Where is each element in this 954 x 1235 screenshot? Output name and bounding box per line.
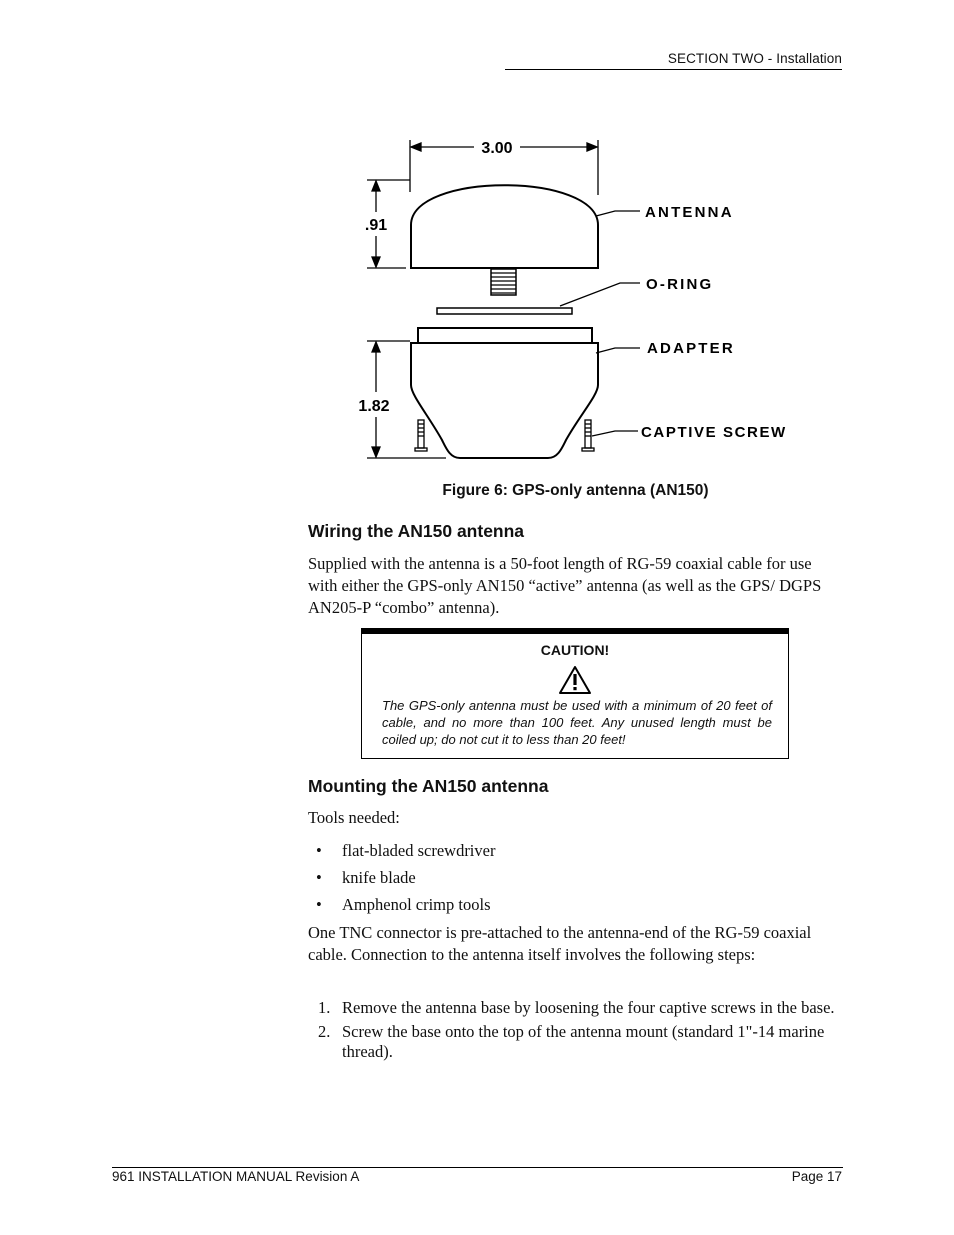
list-item (316, 998, 842, 1018)
list-item (316, 840, 836, 867)
steps-list (316, 998, 842, 1066)
wiring-heading: Wiring the AN150 antenna (308, 521, 525, 541)
dim-antenna-height-label: .91 (364, 217, 388, 234)
tools-intro: Tools needed: (308, 808, 400, 827)
caution-box (361, 628, 789, 759)
leader-oring (560, 283, 640, 306)
wiring-paragraph: Supplied with the antenna is a 50-foot length of RG-59 coaxial cable for use with either the GPS-only AN150 “active” antenna (as well as the GPS/ DGPS AN205-P “combo” antenna). (308, 554, 822, 617)
warning-triangle-icon (558, 665, 592, 695)
figure-caption: Figure 6: GPS-only antenna (AN150) (442, 482, 709, 499)
dim-91-arrow-bottom (372, 257, 380, 267)
mounting-heading: Mounting the AN150 antenna (308, 776, 549, 796)
antenna-dome (411, 185, 598, 268)
step-number: 2. (318, 1022, 331, 1041)
step-text: Screw the base onto the top of the antenna mount (standard 1"-14 marine thread). (342, 1022, 825, 1061)
step-number: 1. (318, 998, 331, 1017)
tool-text: flat-bladed screwdriver (342, 841, 496, 860)
label-antenna: ANTENNA (645, 204, 734, 221)
bullet-icon: • (316, 841, 322, 860)
caution-title: CAUTION! (540, 642, 610, 658)
dim-arrow-left (411, 143, 421, 151)
antenna-diagram (340, 130, 800, 470)
list-item (316, 894, 836, 921)
list-item (316, 867, 836, 894)
label-oring: O-RING (646, 276, 714, 293)
dim-adapter-height-label: 1.82 (358, 398, 390, 415)
step-text: Remove the antenna base by loosening the four captive screws in the base. (342, 998, 835, 1017)
tools-list (316, 840, 836, 921)
captive-screw-left (415, 420, 427, 451)
tool-text: Amphenol crimp tools (342, 895, 491, 914)
dim-182-arrow-bottom (372, 447, 380, 457)
caution-text: The GPS-only antenna must be used with a minimum of 20 feet of cable, and no more than 100 feet. Any unused length must be coiled up; do not cut it to less than 20 feet! (382, 698, 772, 747)
list-item (316, 1022, 842, 1062)
tool-text: knife blade (342, 868, 416, 887)
leader-adapter (596, 348, 640, 353)
bullet-icon: • (316, 868, 322, 887)
dim-arrow-right (587, 143, 597, 151)
leader-antenna (596, 211, 640, 216)
adapter-collar (418, 328, 592, 343)
tnc-paragraph: One TNC connector is pre-attached to the antenna-end of the RG-59 coaxial cable. Connection to the antenna itself involves the following steps: (308, 923, 812, 964)
dim-182-arrow-top (372, 342, 380, 352)
dim-width-label: 3.00 (481, 140, 513, 157)
leader-captive-screw (592, 431, 638, 436)
o-ring (437, 308, 572, 314)
label-captive-screw: CAPTIVE SCREW (641, 424, 787, 441)
adapter-body (411, 343, 598, 458)
dim-91-arrow-top (372, 181, 380, 191)
label-adapter: ADAPTER (647, 340, 735, 357)
header-rule (505, 69, 842, 70)
stud-threads (491, 273, 516, 293)
footer-manual-title: 961 INSTALLATION MANUAL Revision A (112, 1169, 360, 1184)
running-header: SECTION TWO - Installation (667, 51, 842, 66)
footer-page-number: Page 17 (791, 1169, 842, 1184)
bullet-icon: • (316, 895, 322, 914)
footer-rule (112, 1167, 843, 1168)
